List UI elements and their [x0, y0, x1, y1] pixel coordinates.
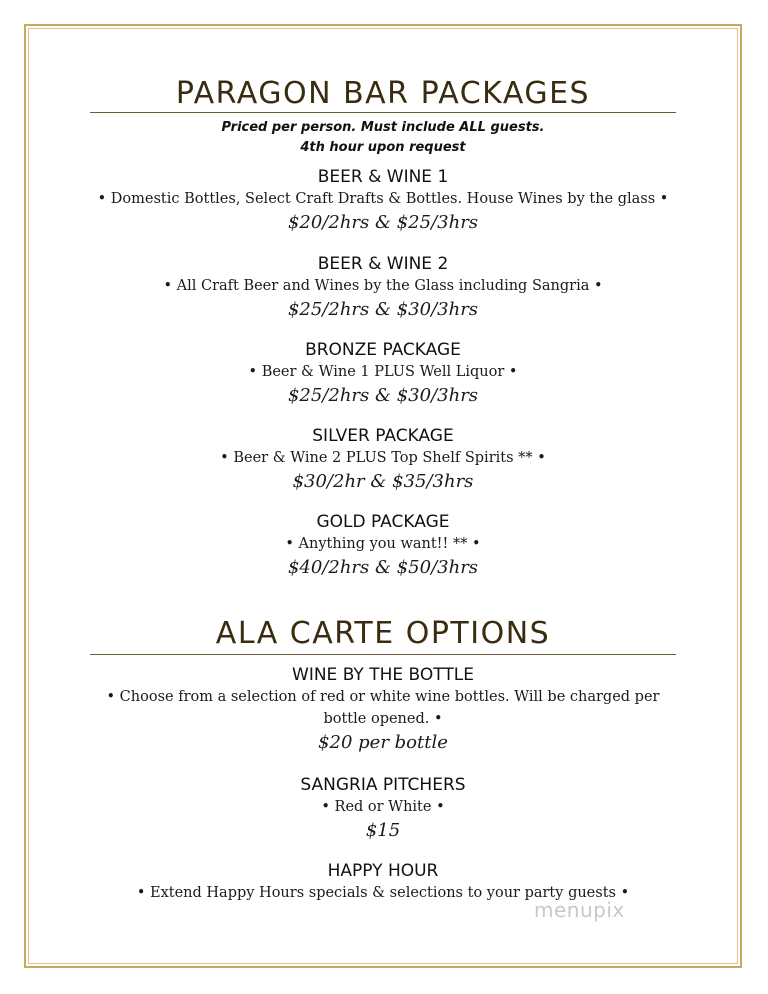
package-description: • Domestic Bottles, Select Craft Drafts & Bottles. House Wines by the glass • [97, 191, 669, 207]
package-beer-wine-2 [28, 253, 738, 323]
package-name: GOLD PACKAGE [316, 512, 450, 532]
package-price: $25/2hrs & $30/3hrs [287, 299, 479, 320]
package-description: • Beer & Wine 2 PLUS Top Shelf Spirits ** • [220, 450, 546, 466]
ala-carte-sangria [28, 774, 738, 844]
item-name: HAPPY HOUR [327, 861, 439, 881]
item-name: SANGRIA PITCHERS [300, 775, 466, 795]
item-price: $20 per bottle [318, 732, 448, 753]
package-silver [28, 425, 738, 495]
bar-packages-rule-wrap [28, 112, 738, 113]
bar-packages-title: PARAGON BAR PACKAGES [175, 76, 591, 111]
ala-carte-rule-wrap [28, 654, 738, 655]
item-description: • Red or White • [321, 799, 445, 815]
package-name: BEER & WINE 1 [317, 167, 449, 187]
pricing-note-line1: Priced per person. Must include ALL guests. [221, 120, 545, 135]
package-beer-wine-1 [28, 166, 738, 236]
bar-packages-header [28, 76, 738, 111]
item-description-line2: bottle opened. • [323, 711, 443, 727]
item-price: $15 [365, 820, 401, 841]
package-description: • Anything you want!! ** • [285, 536, 481, 552]
pricing-note-line2: 4th hour upon request [300, 140, 466, 155]
item-description-line1: • Choose from a selection of red or white wine bottles. Will be charged per [106, 689, 660, 705]
package-price: $30/2hr & $35/3hrs [292, 471, 474, 492]
menupix-watermark: menupix [534, 898, 625, 922]
package-gold [28, 511, 738, 581]
package-name: SILVER PACKAGE [312, 426, 454, 446]
ala-carte-header [28, 616, 738, 651]
package-price: $20/2hrs & $25/3hrs [287, 212, 479, 233]
package-price: $25/2hrs & $30/3hrs [287, 385, 479, 406]
ala-carte-title: ALA CARTE OPTIONS [215, 616, 551, 651]
pricing-note [28, 118, 738, 158]
package-name: BRONZE PACKAGE [305, 340, 461, 360]
package-description: • All Craft Beer and Wines by the Glass including Sangria • [163, 278, 603, 294]
package-name: BEER & WINE 2 [317, 254, 449, 274]
item-description: • Extend Happy Hours specials & selections to your party guests • [136, 885, 630, 901]
ala-carte-rule [90, 654, 676, 655]
package-bronze [28, 339, 738, 409]
ala-carte-wine-bottle [28, 664, 738, 756]
package-price: $40/2hrs & $50/3hrs [287, 557, 479, 578]
package-description: • Beer & Wine 1 PLUS Well Liquor • [248, 364, 518, 380]
item-name: WINE BY THE BOTTLE [292, 665, 474, 685]
bar-packages-rule [90, 112, 676, 113]
ala-carte-happy-hour [28, 860, 738, 904]
